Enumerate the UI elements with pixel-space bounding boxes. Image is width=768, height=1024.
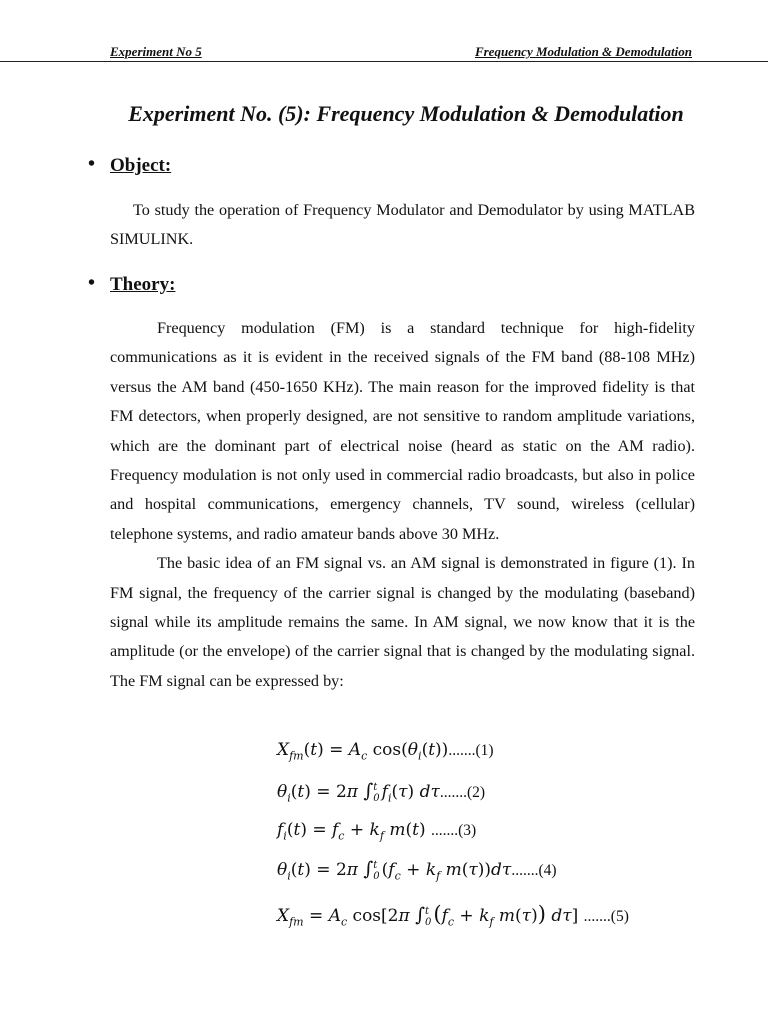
object-text: To study the operation of Frequency Modulator and Demodulator by using MATLAB SIMULINK.: [110, 201, 695, 249]
section-heading-theory: Theory:: [110, 274, 176, 295]
equation-4: $\theta_i(t) = 2\pi$ ∫ t 0 ($f_c + k_f$ m(τ))dτ.......(4): [277, 858, 557, 883]
header-experiment-topic: Frequency Modulation & Demodulation: [474, 44, 692, 59]
equation-1-number: .......(1): [448, 742, 494, 759]
page-title: Experiment No. (5): Frequency Modulation & Demodulation: [128, 101, 684, 126]
equation-2: $\theta_i(t) = 2\pi$ ∫ t 0 $f_i(\tau)$ dτ.......(2): [277, 780, 486, 805]
header-experiment-number: Experiment No 5: [110, 44, 202, 59]
bullet-object: •: [88, 153, 96, 175]
integral-upper-limit: t: [373, 781, 378, 793]
equation-2-number: .......(2): [439, 784, 486, 801]
equation-5-number: .......(5): [583, 908, 629, 925]
equation-1: $X_{fm}(t) = A_c$ $\cos(\theta_i(t)).......(1)$: [277, 740, 494, 763]
object-paragraph: [110, 196, 695, 255]
equation-4-number: .......(4): [511, 862, 557, 879]
integral-upper-limit: t: [373, 859, 378, 871]
integral-lower-limit: 0: [373, 792, 380, 804]
equation-3-number: .......(3): [430, 822, 477, 839]
theory-body: [110, 314, 695, 696]
bullet-theory: •: [88, 272, 96, 294]
equation-3: $f_i(t) = f_c + k_f$ m(t) .......(3): [277, 820, 477, 843]
equation-5: $X_{fm} = A_c$ cos[2π ∫ t 0 ($f_c + k_f$ m(τ)) dτ] .......(5): [277, 902, 629, 929]
integral-lower-limit: 0: [424, 916, 432, 928]
integral-lower-limit: 0: [373, 870, 380, 882]
integral-upper-limit: t: [424, 905, 430, 917]
header-rule: [0, 61, 768, 62]
theory-paragraph-2: The basic idea of an FM signal vs. an AM signal is demonstrated in figure (1). In FM signal, the frequency of the carrier signal is changed by the modulating (baseband) signal while its amplitude remains the same. In AM signal, we now know that it is the amplitude (or the envelope) of the carrier signal that is changed by the modulating signal. The FM signal can be expressed by:: [110, 554, 695, 690]
theory-paragraph-1: Frequency modulation (FM) is a standard technique for high-fidelity communications as it is evident in the received signals of the FM band (88-108 MHz) versus the AM band (450-1650 KHz). The main reason for the improved fidelity is that FM detectors, when properly designed, are not sensitive to random amplitude variations, which are the dominant part of electrical noise (heard as static on the AM radio). Frequency modulation is not only used in commercial radio broadcasts, but also in police and hospital communications, emergency channels, TV sound, wireless (cellular) telephone systems, and radio amateur bands above 30 MHz.: [110, 319, 695, 543]
section-heading-object: Object:: [110, 155, 172, 176]
